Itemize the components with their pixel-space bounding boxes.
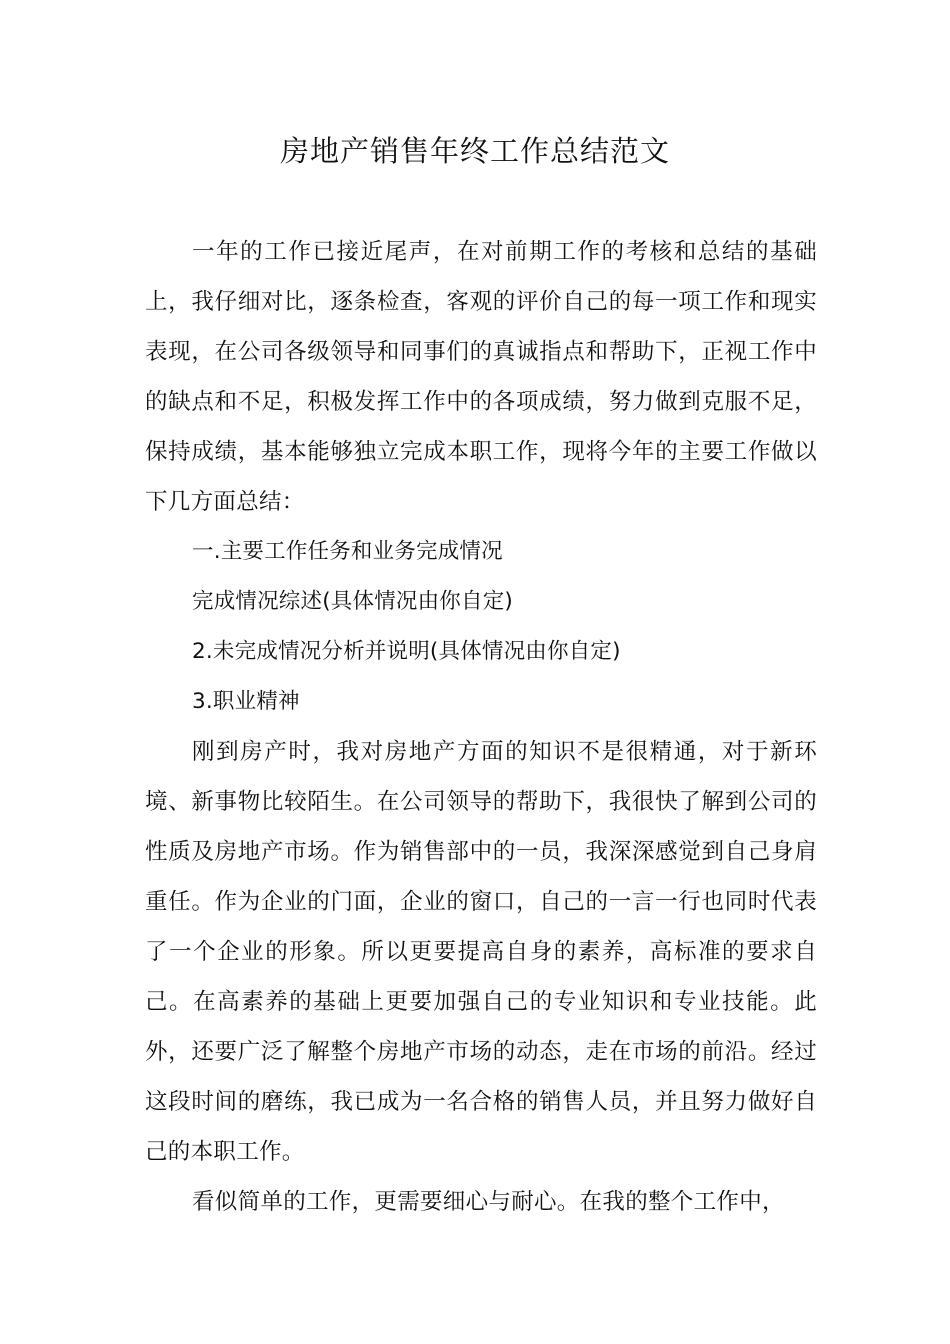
section-heading-4: 3.职业精神 — [192, 689, 300, 714]
section-heading-1: 一.主要工作任务和业务完成情况 — [192, 539, 503, 564]
section-heading-3: 2.未完成情况分析并说明(具体情况由你自定) — [192, 639, 621, 664]
document-title: 房地产销售年终工作总结范文 — [279, 134, 670, 168]
intro-paragraph: 一年的工作已接近尾声，在对前期工作的考核和总结的基础上，我仔细对比，逐条检查，客观的评价自己的每一项工作和现实表现，在公司各级领导和同事们的真诚指点和帮助下，正视工作中的缺点和不足，积极发挥工作中的各项成绩，努力做到克服不足，保持成绩，基本能够独立完成本职工作，现将今年的主要工作做以下几方面总结： — [145, 239, 817, 515]
section-heading-2: 完成情况综述(具体情况由你自定) — [192, 589, 513, 614]
closing-paragraph: 看似简单的工作，更需要细心与耐心。在我的整个工作中， — [192, 1189, 785, 1215]
document-body — [145, 227, 817, 1227]
professional-spirit-paragraph: 刚到房产时，我对房地产方面的知识不是很精通，对于新环境、新事物比较陌生。在公司领导的帮助下，我很快了解到公司的性质及房地产市场。作为销售部中的一员，我深深感觉到自己身肩重任。作为企业的门面，企业的窗口，自己的一言一行也同时代表了一个企业的形象。所以更要提高自身的素养，高标准的要求自己。在高素养的基础上更要加强自己的专业知识和专业技能。此外，还要广泛了解整个房地产市场的动态，走在市场的前沿。经过这段时间的磨练，我已成为一名合格的销售人员，并且努力做好自己的本职工作。 — [145, 739, 817, 1165]
